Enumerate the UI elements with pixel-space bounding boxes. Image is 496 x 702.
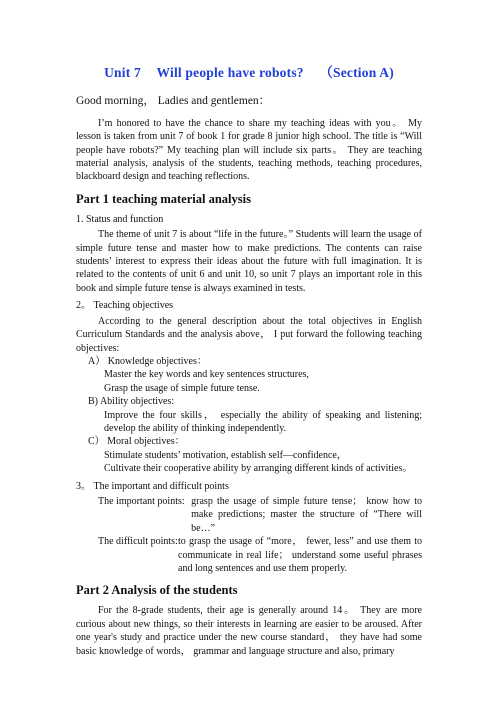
status-function-heading: 1. Status and function bbox=[76, 213, 164, 225]
ability-objectives-heading: B) Ability objectives: bbox=[88, 396, 175, 408]
knowledge-objective-line: Master the key words and key sentences structures, bbox=[104, 369, 309, 381]
document-title bbox=[76, 66, 422, 79]
important-points-label: The important points: bbox=[98, 495, 188, 507]
intro-paragraph: I’m honored to have the chance to share my teaching ideas with you。 My lesson is taken from unit 7 of book 1 for grade 8 junior high school. The title is “Will people have robots?” My teaching plan will include six parts。 They are teaching material analysis, analysis of the students, teaching methods, teaching procedures, blackboard design and teaching reflections. bbox=[76, 117, 422, 183]
students-analysis-paragraph: For the 8-grade students, their age is generally around 14。 They are more curious about new things, so their interests in learning are easier to be aroused. After one year's study and practice under the new course standard， they have had some basic knowledge of words， grammar and language structure and also, primary bbox=[76, 605, 422, 657]
status-function-paragraph: The theme of unit 7 is about “life in the future。” Students will learn the usage of simple future tense and master how to make predictions. The contents can raise students’ interest to express their ideas about the future with full imagination. It is related to the contents of unit 6 and unit 10, so unit 7 plays an important role in this book and simple future tense is always examined in tests. bbox=[76, 229, 422, 294]
important-points-text: grasp the usage of simple future tense； know how to make predictions; master the structure of “There will be…” bbox=[191, 495, 422, 534]
title-unit: Unit 7 bbox=[104, 65, 141, 80]
title-section: （Section A) bbox=[319, 65, 394, 80]
moral-objective-line: Cultivate their cooperative ability by arranging different kinds of activities。 bbox=[104, 463, 413, 475]
greeting: Good morning， Ladies and gentlemen： bbox=[76, 95, 271, 108]
knowledge-objective-line: Grasp the usage of simple future tense. bbox=[104, 382, 260, 394]
key-points-heading: 3。 The important and difficult points bbox=[76, 480, 229, 492]
teaching-objectives-paragraph: According to the general description about the total objectives in English Curriculum Standards and the analysis above， I put forward the following teaching objectives: bbox=[76, 315, 422, 354]
difficult-points-row bbox=[98, 535, 422, 575]
part1-heading: Part 1 teaching material analysis bbox=[76, 191, 251, 206]
moral-objectives-heading: C） Moral objectives： bbox=[88, 436, 185, 448]
difficult-points-text: to grasp the usage of “more， fewer, less” and use them to communicate in real life； understand some useful phrases and long sentences and use them properly. bbox=[178, 536, 422, 574]
moral-objective-line: Stimulate students’ motivation, establish self—confidence， bbox=[104, 449, 347, 461]
important-points-row bbox=[98, 495, 422, 535]
title-main: Will people have robots? bbox=[156, 65, 304, 80]
knowledge-objectives-heading: A） Knowledge objectives： bbox=[88, 355, 207, 367]
teaching-objectives-heading: 2。 Teaching objectives bbox=[76, 300, 174, 312]
part2-heading: Part 2 Analysis of the students bbox=[76, 583, 238, 598]
difficult-points-label: The difficult points: bbox=[98, 536, 181, 548]
ability-objective-line: Improve the four skills， especially the ability of speaking and listening; develop the ability of thinking independently. bbox=[104, 409, 422, 434]
